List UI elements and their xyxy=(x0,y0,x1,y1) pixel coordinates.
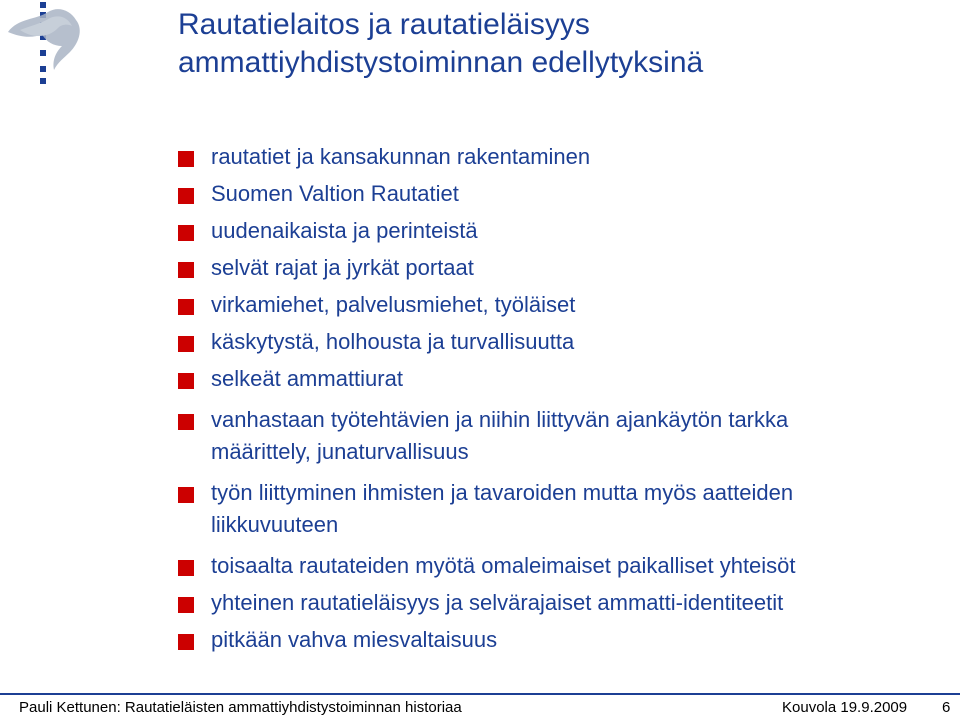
red-square-bullet-icon xyxy=(178,414,194,430)
bullet-item xyxy=(178,404,918,468)
bullet-item xyxy=(178,550,918,582)
bullet-text: selkeät ammattiurat xyxy=(211,366,403,391)
bullet-item xyxy=(178,363,918,395)
bullet-item xyxy=(178,477,918,541)
bullet-text: käskytystä, holhousta ja turvallisuutta xyxy=(211,329,575,354)
bullet-text-line-2: liikkuvuuteen xyxy=(211,512,339,537)
bullet-text: yhteinen rautatieläisyys ja selvärajaiset ammatti-identiteetit xyxy=(211,590,784,615)
bullet-text: rautatiet ja kansakunnan rakentaminen xyxy=(211,144,591,169)
red-square-bullet-icon xyxy=(178,373,194,389)
footer-page-number: 6 xyxy=(942,699,951,716)
bullet-list xyxy=(178,141,918,661)
bullet-item xyxy=(178,252,918,284)
slide-footer xyxy=(0,693,960,722)
red-square-bullet-icon xyxy=(178,634,194,650)
bullet-text: toisaalta rautateiden myötä omaleimaiset paikalliset yhteisöt xyxy=(211,553,796,578)
slide-title-line-2: ammattiyhdistystoiminnan edellytyksinä xyxy=(178,46,704,79)
bullet-text: Suomen Valtion Rautatiet xyxy=(211,181,459,206)
bullet-item xyxy=(178,624,918,656)
university-logo-icon xyxy=(0,0,110,88)
red-square-bullet-icon xyxy=(178,560,194,576)
red-square-bullet-icon xyxy=(178,262,194,278)
bullet-item xyxy=(178,587,918,619)
red-square-bullet-icon xyxy=(178,487,194,503)
bullet-text: pitkään vahva miesvaltaisuus xyxy=(211,627,498,652)
slide-title-line-1: Rautatielaitos ja rautatieläisyys xyxy=(178,8,590,41)
bullet-text-line-2: määrittely, junaturvallisuus xyxy=(211,439,469,464)
red-square-bullet-icon xyxy=(178,336,194,352)
bullet-item xyxy=(178,326,918,358)
footer-author-title: Pauli Kettunen: Rautatieläisten ammattiyhdistystoiminnan historiaa xyxy=(19,699,462,716)
bullet-item xyxy=(178,178,918,210)
bullet-text-line-1: työn liittyminen ihmisten ja tavaroiden mutta myös aatteiden xyxy=(211,480,794,505)
bullet-item xyxy=(178,141,918,173)
red-square-bullet-icon xyxy=(178,225,194,241)
bullet-text: selvät rajat ja jyrkät portaat xyxy=(211,255,474,280)
red-square-bullet-icon xyxy=(178,151,194,167)
bullet-text-line-1: vanhastaan työtehtävien ja niihin liittyvän ajankäytön tarkka xyxy=(211,407,789,432)
bullet-text: virkamiehet, palvelusmiehet, työläiset xyxy=(211,292,576,317)
bullet-item xyxy=(178,215,918,247)
footer-location-date: Kouvola 19.9.2009 xyxy=(782,699,908,716)
slide-title xyxy=(178,6,938,82)
bullet-text: uudenaikaista ja perinteistä xyxy=(211,218,478,243)
red-square-bullet-icon xyxy=(178,299,194,315)
red-square-bullet-icon xyxy=(178,188,194,204)
bullet-item xyxy=(178,289,918,321)
red-square-bullet-icon xyxy=(178,597,194,613)
